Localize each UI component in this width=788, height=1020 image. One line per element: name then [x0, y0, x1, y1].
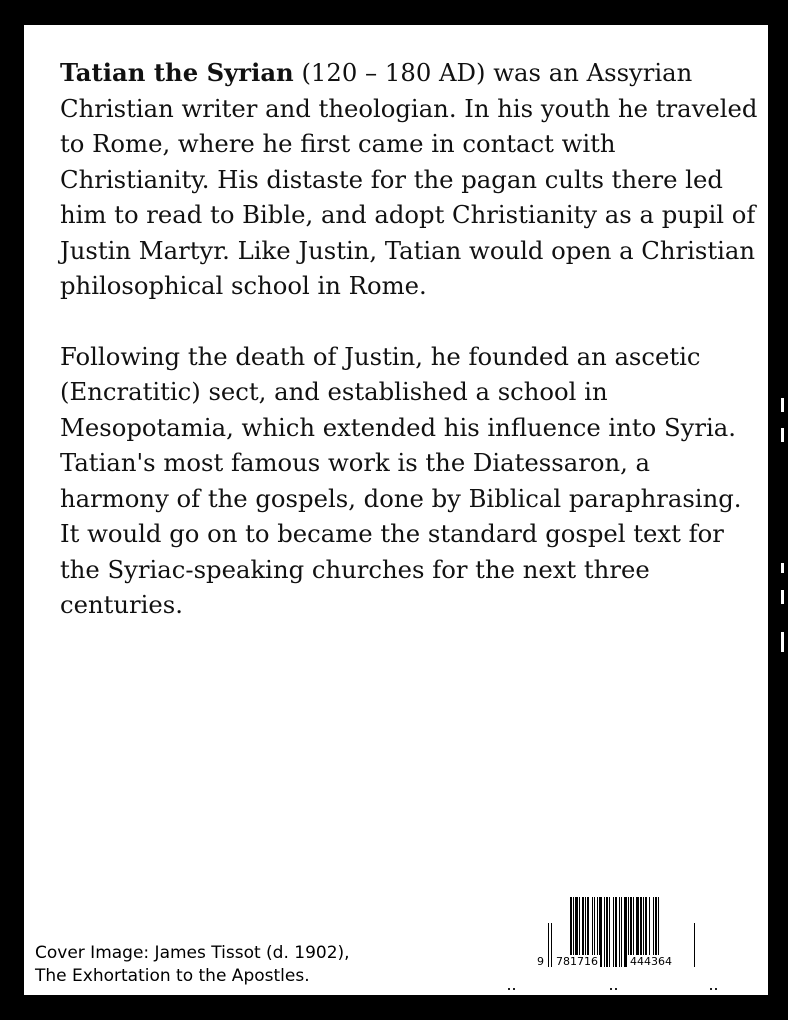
barcode-digit-first: 9 — [537, 955, 544, 968]
edge-mark — [781, 632, 784, 652]
credit-line-1: Cover Image: James Tissot (d. 1902), — [35, 943, 350, 963]
edge-mark — [781, 398, 784, 412]
cover-image-credit — [35, 942, 350, 988]
isbn-barcode — [534, 897, 696, 969]
crop-dot — [508, 988, 515, 993]
bottom-crop-dots — [0, 988, 788, 998]
edge-mark — [781, 590, 784, 604]
paragraph-2: Following the death of Justin, he founded an ascetic (Encratitic) sect, and established a school in Mesopotamia, which extended his influence into Syria. Tatian's most famous work is the Diatessaron, a harmony of the gospels, done by Biblical paraphrasing. It would go on to became the standard gospel text for the Syriac-speaking churches for the next three centuries. — [60, 341, 742, 619]
edge-mark — [781, 563, 784, 573]
barcode-group-1: 781716 — [556, 955, 598, 968]
spine-edge-marks — [778, 0, 788, 1020]
barcode-group-2: 444364 — [630, 955, 672, 968]
paragraph-1-text: (120 – 180 AD) was an Assyrian Christian writer and theologian. In his youth he traveled to Rome, where he first came in contact with Christianity. His distaste for the pagan cults there led him to read to Bible, and adopt Christianity as a pupil of Justin Martyr. Like Justin, Tatian would open a Christian philosophical school in Rome. — [60, 58, 758, 300]
back-cover-page — [24, 25, 768, 995]
crop-dot — [610, 988, 617, 993]
edge-mark — [781, 428, 784, 442]
credit-line-2: The Exhortation to the Apostles. — [35, 966, 310, 986]
subject-name: Tatian the Syrian — [60, 58, 294, 87]
barcode-digits — [534, 955, 696, 969]
paragraph-1 — [60, 55, 760, 304]
crop-dot — [710, 988, 717, 993]
description-text — [60, 55, 760, 623]
